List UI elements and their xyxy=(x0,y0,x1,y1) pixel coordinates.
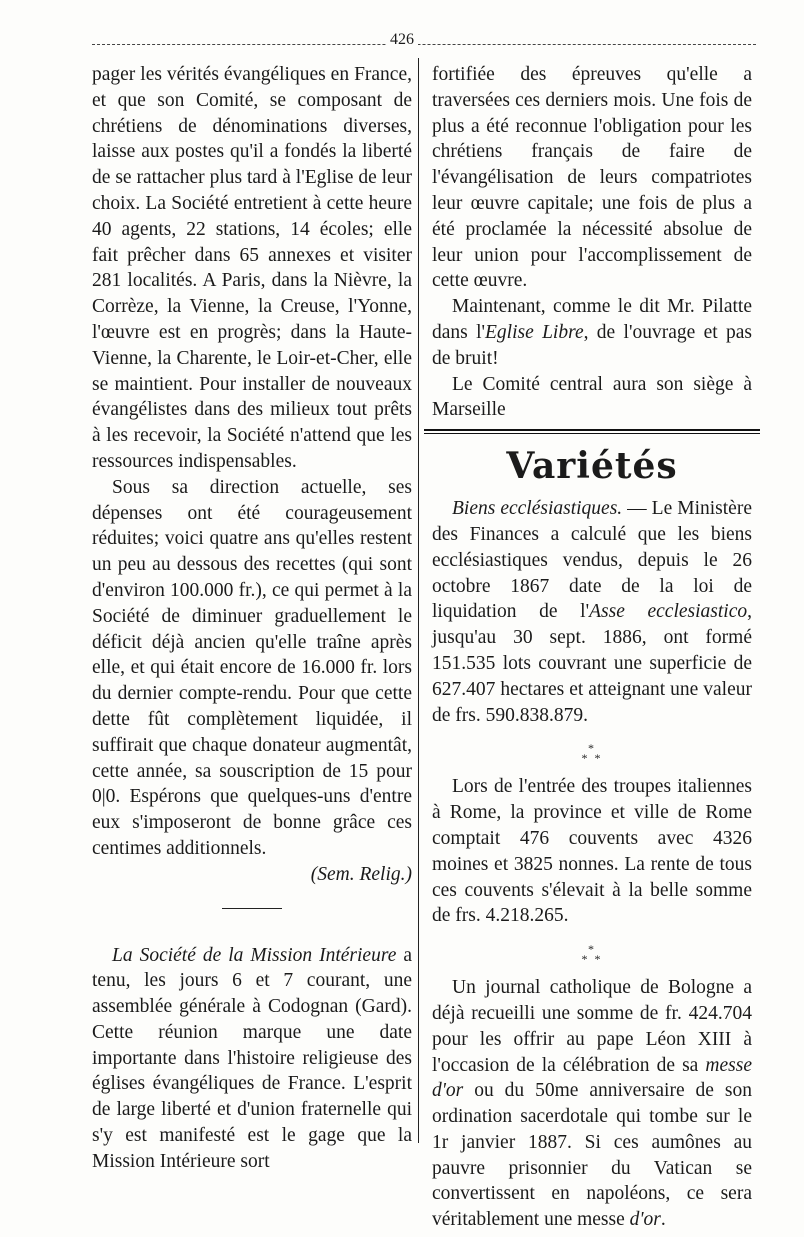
paragraph-finances: Sous sa direction actuelle, ses dépenses ont été courageusement réduites; voici quatre ans qu'elles restent un peu au dessous des recettes (qui sont d'environ 100.000 fr.), ce qui permet à la Société de diminuer graduellement le déficit déjà ancien qu'elle traîne après elle, et qui était encore de 16.000 fr. lors du dernier compte-rendu. Pour que cette dette fût complètement liquidée, il suffirait que chaque donateur augmentât, cette année, sa souscription de 15 pour 0|0. Espérons que quelques-uns d'entre eux s'imposeront de bonne grâce ces centimes additionnels. xyxy=(92,476,412,859)
column-divider xyxy=(418,58,419,1143)
section-title-varietes: Variétés xyxy=(506,445,678,488)
mission-title: La Société de la Mission Intérieure xyxy=(112,944,397,966)
paragraph-evangelization: pager les vérités évangéliques en France, et que son Comité, se composant de chrétiens de dénominations diverses, laisse aux postes qu'il a fondés la liberté de se rattacher plus tard à l'Eglise de leur choix. La Société entretient à cette heure 40 agents, 22 stations, 14 écoles; elle fait prêcher dans 65 annexes et visiter 281 localités. A Paris, dans la Nièvre, la Corrèze, la Vienne, la Creuse, l'Yonne, l'œuvre est en progrès; dans la Haute-Vienne, la Charente, le Loir-et-Cher, elle se maintient. Pour installer de nouveaux évangélistes dans des milieux tout prêts à les recevoir, la Société n'attend que les ressources indispensables. xyxy=(92,64,412,472)
messe-dor: messe d'or xyxy=(432,1054,752,1102)
paragraph-journal-bologne: Un journal catholique de Bologne a déjà recueilli une somme de fr. 424.704 pour les offrir au pape Léon XIII à l'occasion de la célébration de sa messe d'or ou du 50me anniversaire de son ordination sacerdotale qui tombe sur le 1r janvier 1887. Si ces aumônes au pauvre prisonnier du Vatican se convertissent en napoléons, ce sera véritablement une messe d'or. xyxy=(432,977,752,1231)
section-rule xyxy=(424,429,760,434)
asterism-separator: * * * xyxy=(581,741,603,766)
biens-lead: Biens ecclésiastiques. xyxy=(452,498,623,520)
left-column xyxy=(92,62,412,1175)
journal-name: Eglise Libre xyxy=(485,321,584,343)
paragraph-lors: Lors de l'entrée des troupes italiennes à Rome, la province et ville de Rome comptait 476 couvents avec 4326 moines et 3825 nonnes. La rente de tous ces couvents s'élevait à la belle somme de frs. 4.218.265. xyxy=(432,776,752,927)
paragraph-continuation: fortifiée des épreuves qu'elle a traversées ces derniers mois. Une fois de plus a été reconnue l'obligation pour les chrétiens français de faire de l'évangélisation de leurs compatriotes leur œuvre capitale; une fois de plus a été proclamée la nécessité absolue de leur union pour l'accomplissement de cette œuvre. xyxy=(432,64,752,292)
paragraph-maintenant: Maintenant, comme le dit Mr. Pilatte dans l'Eglise Libre, de l'ouvrage et pas de bruit! xyxy=(432,296,752,369)
paragraph-biens: Biens ecclésiastiques. — Le Ministère des Finances a calculé que les biens ecclésiastiques vendus, depuis le 26 octobre 1867 date de la loi de liquidation de l'Asse ecclesiastico, jusqu'au 30 sept. 1886, ont formé 151.535 lots couvrant une superficie de 627.407 hectares et atteignant une valeur de frs. 590.838.879. xyxy=(432,498,752,726)
asterism-separator: * * * xyxy=(581,942,603,967)
source-citation: (Sem. Relig.) xyxy=(310,863,412,885)
mission-text: a tenu, les jours 6 et 7 courant, une assemblée générale à Codognan (Gard). Cette réunion marque une date importante dans l'histoire religieuse des églises évangéliques de France. L'esprit de large liberté et d'union fraternelle qui s'y est manifesté est le gage que la Mission Intérieure sort xyxy=(92,944,412,1172)
page-number: 426 xyxy=(0,30,804,50)
paragraph-comite: Le Comité central aura son siège à Marseille xyxy=(432,373,752,421)
right-column xyxy=(432,62,752,1233)
dor: d'or xyxy=(629,1209,661,1231)
paragraph-mission-interieure xyxy=(92,943,412,1175)
asse-ecclesiastico: Asse ecclesiastico xyxy=(589,601,748,623)
separator-rule xyxy=(222,908,282,909)
